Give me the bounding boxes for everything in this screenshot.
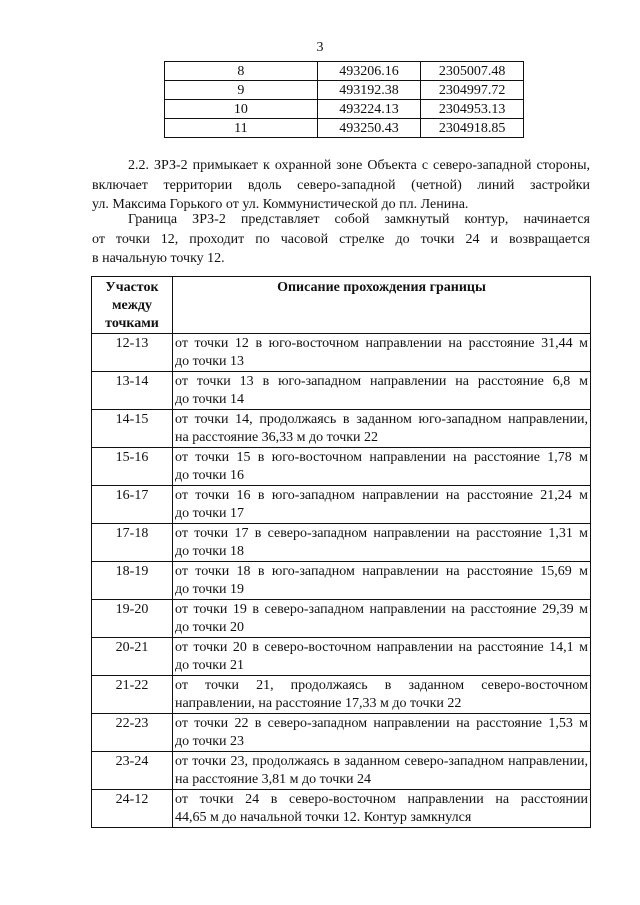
coordinates-table <box>164 61 524 138</box>
description-cell <box>173 334 591 372</box>
description-line: от точки 22 в северо-западном направлении на расстояние 1,53 м <box>175 716 588 731</box>
boundary-row <box>92 600 591 638</box>
description-line: от точки 17 в северо-западном направлении на расстояние 1,31 м <box>175 526 588 541</box>
description-line: на расстояние 3,81 м до точки 24 <box>175 772 372 787</box>
description-cell <box>173 524 591 562</box>
boundary-row <box>92 790 591 828</box>
point-number-cell: 8 <box>165 62 318 81</box>
y-coordinate-cell: 2305007.48 <box>421 62 524 81</box>
segment-cell: 20-21 <box>92 638 173 676</box>
boundary-row <box>92 334 591 372</box>
paragraph-line: в начальную точку 12. <box>92 251 225 266</box>
segment-cell: 22-23 <box>92 714 173 752</box>
description-line: до точки 19 <box>175 582 245 597</box>
description-cell <box>173 790 591 828</box>
point-number-cell: 11 <box>165 119 318 138</box>
description-line: до точки 13 <box>175 354 245 369</box>
coordinates-row <box>165 81 524 100</box>
description-line: от точки 14, продолжаясь в заданном юго-западном направлении, <box>175 412 588 427</box>
page-number: 3 <box>316 40 324 55</box>
boundary-row <box>92 714 591 752</box>
y-coordinate-cell: 2304918.85 <box>421 119 524 138</box>
paragraph-line: ул. Максима Горького от ул. Коммунистической до пл. Ленина. <box>92 197 469 212</box>
segment-cell: 12-13 <box>92 334 173 372</box>
paragraph-boundary-intro <box>92 210 590 269</box>
segment-cell: 23-24 <box>92 752 173 790</box>
segment-cell: 17-18 <box>92 524 173 562</box>
segment-cell: 13-14 <box>92 372 173 410</box>
description-cell <box>173 752 591 790</box>
coordinates-row <box>165 100 524 119</box>
description-line: от точки 24 в северо-восточном направлении на расстоянии <box>175 792 588 807</box>
segment-cell: 16-17 <box>92 486 173 524</box>
description-line: до точки 16 <box>175 468 245 483</box>
description-line: от точки 15 в юго-восточном направлении на расстояние 1,78 м <box>175 450 588 465</box>
description-line: до точки 17 <box>175 506 245 521</box>
y-coordinate-cell: 2304997.72 <box>421 81 524 100</box>
description-cell <box>173 372 591 410</box>
description-column-header: Описание прохождения границы <box>173 277 591 334</box>
point-number-cell: 9 <box>165 81 318 100</box>
boundary-row <box>92 638 591 676</box>
description-line: до точки 18 <box>175 544 245 559</box>
description-line: направлении, на расстояние 17,33 м до точки 22 <box>175 696 462 711</box>
boundary-row <box>92 448 591 486</box>
description-line: до точки 20 <box>175 620 245 635</box>
boundary-row <box>92 676 591 714</box>
boundary-row <box>92 372 591 410</box>
paragraph-line: 2.2. ЗРЗ-2 примыкает к охранной зоне Объекта с северо-западной стороны, <box>128 158 590 173</box>
description-cell <box>173 486 591 524</box>
description-line: от точки 13 в юго-западном направлении на расстояние 6,8 м <box>175 374 588 389</box>
header-line: Участок <box>105 280 159 295</box>
boundary-row <box>92 562 591 600</box>
description-line: на расстояние 36,33 м до точки 22 <box>175 430 379 445</box>
paragraph-line: включает территории вдоль северо-западной (четной) линий застройки <box>92 177 590 193</box>
description-line: от точки 18 в юго-западном направлении на расстояние 15,69 м <box>175 564 588 579</box>
segment-column-header <box>92 277 173 334</box>
paragraph-line: от точки 12, проходит по часовой стрелке до точки 24 и возвращается <box>92 231 590 247</box>
x-coordinate-cell: 493206.16 <box>317 62 421 81</box>
description-line: от точки 12 в юго-восточном направлении на расстояние 31,44 м <box>175 336 588 351</box>
segment-cell: 18-19 <box>92 562 173 600</box>
paragraph-line: Граница ЗРЗ-2 представляет собой замкнутый контур, начинается <box>128 212 590 227</box>
description-cell <box>173 410 591 448</box>
segment-cell: 24-12 <box>92 790 173 828</box>
description-line: 44,65 м до начальной точки 12. Контур замкнулся <box>175 810 472 825</box>
description-line: до точки 21 <box>175 658 245 673</box>
coordinates-row <box>165 119 524 138</box>
description-line: от точки 20 в северо-восточном направлении на расстояние 14,1 м <box>175 640 588 655</box>
description-cell <box>173 562 591 600</box>
header-line: между <box>112 298 152 313</box>
description-cell <box>173 638 591 676</box>
coordinates-row <box>165 62 524 81</box>
description-cell <box>173 676 591 714</box>
description-cell <box>173 600 591 638</box>
description-line: от точки 21, продолжаясь в заданном северо-восточном <box>175 678 588 693</box>
description-line: до точки 23 <box>175 734 245 749</box>
boundary-row <box>92 524 591 562</box>
description-cell <box>173 714 591 752</box>
description-line: от точки 23, продолжаясь в заданном северо-западном направлении, <box>175 754 588 769</box>
segment-cell: 21-22 <box>92 676 173 714</box>
description-line: от точки 16 в юго-западном направлении на расстояние 21,24 м <box>175 488 588 503</box>
x-coordinate-cell: 493224.13 <box>317 100 421 119</box>
x-coordinate-cell: 493192.38 <box>317 81 421 100</box>
boundary-row <box>92 486 591 524</box>
point-number-cell: 10 <box>165 100 318 119</box>
description-cell <box>173 448 591 486</box>
segment-cell: 15-16 <box>92 448 173 486</box>
description-line: до точки 14 <box>175 392 245 407</box>
segment-cell: 14-15 <box>92 410 173 448</box>
header-line: точками <box>105 316 159 331</box>
boundary-row <box>92 752 591 790</box>
paragraph-zone-description <box>92 156 590 215</box>
boundary-description-table <box>91 276 591 828</box>
segment-cell: 19-20 <box>92 600 173 638</box>
x-coordinate-cell: 493250.43 <box>317 119 421 138</box>
boundary-row <box>92 410 591 448</box>
y-coordinate-cell: 2304953.13 <box>421 100 524 119</box>
description-line: от точки 19 в северо-западном направлении на расстояние 29,39 м <box>175 602 588 617</box>
